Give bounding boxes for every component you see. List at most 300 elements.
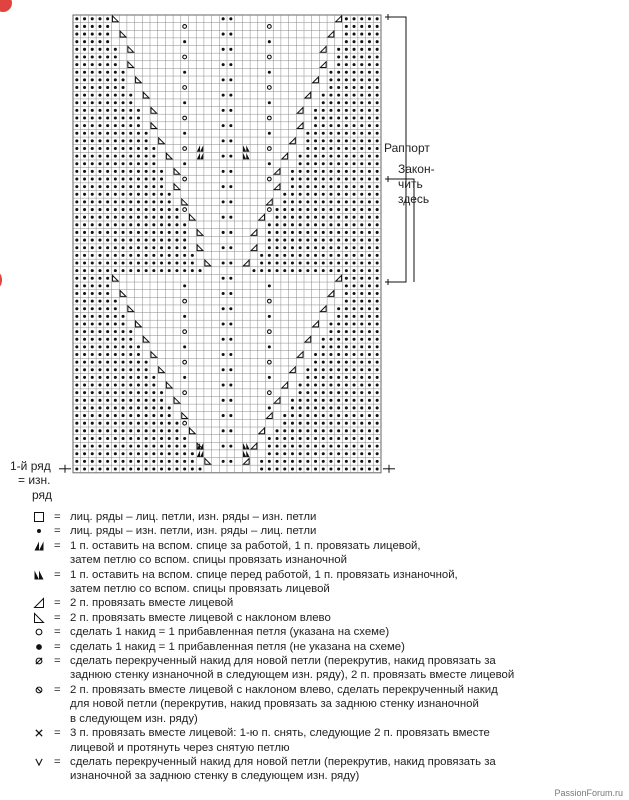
dot-symbol xyxy=(98,345,101,348)
dot-symbol xyxy=(291,467,294,470)
dot-symbol xyxy=(306,368,309,371)
legend-text-continuation: изнаночной за заднюю стенку в следующем изн. ряду) xyxy=(70,770,360,783)
dot-symbol xyxy=(91,246,94,249)
dot-symbol xyxy=(322,422,325,425)
dot-symbol xyxy=(368,292,371,295)
dot-symbol xyxy=(114,86,117,89)
dot-symbol xyxy=(129,452,132,455)
dot-symbol xyxy=(337,338,340,341)
dot-symbol xyxy=(75,178,78,181)
dot-symbol xyxy=(329,71,332,74)
dot-symbol xyxy=(322,414,325,417)
dot-symbol xyxy=(122,384,125,387)
dot-symbol xyxy=(360,322,363,325)
dot-symbol xyxy=(152,445,155,448)
dot-symbol xyxy=(222,63,225,66)
dot-symbol xyxy=(75,292,78,295)
dot-symbol xyxy=(229,185,232,188)
dot-symbol xyxy=(360,361,363,364)
dot-symbol xyxy=(353,33,356,36)
dot-symbol xyxy=(360,277,363,280)
dot-symbol xyxy=(337,460,340,463)
dot-symbol xyxy=(353,239,356,242)
dot-symbol xyxy=(229,384,232,387)
dot-symbol xyxy=(168,406,171,409)
dot-symbol xyxy=(337,452,340,455)
dot-symbol xyxy=(314,368,317,371)
dot-symbol xyxy=(91,467,94,470)
dot-symbol xyxy=(314,124,317,127)
dot-symbol xyxy=(145,261,148,264)
dot-symbol xyxy=(283,437,286,440)
dot-symbol xyxy=(360,254,363,257)
dot-symbol xyxy=(152,261,155,264)
dot-symbol xyxy=(114,414,117,417)
dot-symbol xyxy=(368,391,371,394)
dot-symbol xyxy=(337,307,340,310)
dot-symbol xyxy=(75,300,78,303)
dot-symbol xyxy=(106,78,109,81)
dot-symbol xyxy=(106,246,109,249)
dot-symbol xyxy=(353,94,356,97)
dot-symbol xyxy=(306,422,309,425)
dot-symbol xyxy=(229,353,232,356)
dot-symbol xyxy=(268,445,271,448)
dot-symbol xyxy=(75,185,78,188)
dot-symbol xyxy=(353,315,356,318)
dot-symbol xyxy=(175,261,178,264)
dot-symbol xyxy=(360,231,363,234)
dot-symbol xyxy=(314,193,317,196)
dot-symbol xyxy=(229,124,232,127)
dot-symbol xyxy=(353,368,356,371)
dot-symbol xyxy=(199,269,202,272)
dot-symbol xyxy=(191,254,194,257)
dot-symbol xyxy=(360,368,363,371)
dot-symbol xyxy=(98,445,101,448)
dot-symbol xyxy=(129,437,132,440)
dot-symbol xyxy=(329,414,332,417)
dot-symbol xyxy=(337,193,340,196)
dot-symbol xyxy=(353,55,356,58)
dot-symbol xyxy=(314,437,317,440)
dot-symbol xyxy=(276,269,279,272)
dot-symbol xyxy=(160,452,163,455)
dot-symbol xyxy=(183,452,186,455)
dot-symbol xyxy=(75,109,78,112)
dot-symbol xyxy=(129,109,132,112)
dot-symbol xyxy=(353,277,356,280)
dot-symbol xyxy=(229,445,232,448)
dot-symbol xyxy=(98,200,101,203)
dot-symbol xyxy=(314,223,317,226)
dot-symbol xyxy=(376,155,379,158)
dot-symbol xyxy=(360,391,363,394)
dot-symbol xyxy=(83,223,86,226)
dot-symbol xyxy=(106,315,109,318)
dot-symbol xyxy=(368,25,371,28)
dot-symbol xyxy=(314,216,317,219)
dot-symbol xyxy=(299,414,302,417)
dot-symbol xyxy=(376,399,379,402)
legend-text: лиц. ряды – изн. петли, изн. ряды – лиц. петли xyxy=(70,525,317,538)
dot-symbol xyxy=(360,208,363,211)
dot-symbol xyxy=(91,300,94,303)
dot-symbol xyxy=(299,208,302,211)
dot-symbol xyxy=(376,460,379,463)
dot-symbol xyxy=(229,216,232,219)
dot-symbol xyxy=(106,277,109,280)
dot-symbol xyxy=(368,239,371,242)
dot-symbol xyxy=(152,147,155,150)
dot-symbol xyxy=(168,216,171,219)
dot-symbol xyxy=(229,414,232,417)
dot-symbol xyxy=(329,406,332,409)
dot-symbol xyxy=(368,17,371,20)
dot-symbol xyxy=(376,315,379,318)
dot-symbol xyxy=(152,254,155,257)
dot-symbol xyxy=(137,231,140,234)
dot-symbol xyxy=(91,40,94,43)
dot-symbol xyxy=(83,101,86,104)
dot-symbol xyxy=(360,300,363,303)
dot-symbol xyxy=(314,361,317,364)
dot-symbol xyxy=(75,25,78,28)
dot-symbol xyxy=(114,384,117,387)
dot-symbol xyxy=(314,391,317,394)
dot-symbol xyxy=(268,40,271,43)
twisted-yo-icon xyxy=(24,654,54,667)
dot-symbol xyxy=(353,78,356,81)
dot-symbol xyxy=(106,422,109,425)
dot-symbol xyxy=(345,467,348,470)
dot-symbol xyxy=(360,437,363,440)
dot-symbol xyxy=(260,254,263,257)
dot-symbol xyxy=(145,178,148,181)
dot-symbol xyxy=(345,445,348,448)
dot-symbol xyxy=(137,437,140,440)
dot-symbol xyxy=(91,55,94,58)
dot-symbol xyxy=(168,254,171,257)
dot-symbol xyxy=(91,17,94,20)
dot-symbol xyxy=(376,467,379,470)
dot-symbol xyxy=(175,422,178,425)
dot-symbol xyxy=(322,185,325,188)
dot-symbol xyxy=(91,437,94,440)
dot-symbol xyxy=(137,445,140,448)
dot-symbol xyxy=(106,353,109,356)
dot-symbol xyxy=(222,185,225,188)
dot-symbol xyxy=(345,338,348,341)
dot-symbol xyxy=(345,155,348,158)
dot-symbol xyxy=(337,94,340,97)
dot-symbol xyxy=(106,155,109,158)
dot-symbol xyxy=(314,422,317,425)
dot-symbol xyxy=(360,307,363,310)
dot-symbol xyxy=(83,429,86,432)
dot-symbol xyxy=(106,101,109,104)
dot-symbol xyxy=(137,452,140,455)
dot-symbol xyxy=(145,162,148,165)
dot-symbol xyxy=(353,384,356,387)
dot-symbol xyxy=(114,132,117,135)
dot-symbol xyxy=(129,178,132,181)
dot-symbol xyxy=(337,155,340,158)
dot-symbol xyxy=(345,109,348,112)
dot-symbol xyxy=(314,155,317,158)
dot-symbol xyxy=(314,178,317,181)
dot-symbol xyxy=(91,94,94,97)
dot-symbol xyxy=(329,361,332,364)
dot-symbol xyxy=(145,361,148,364)
dot-symbol xyxy=(291,185,294,188)
dot-symbol xyxy=(229,307,232,310)
dot-symbol xyxy=(152,246,155,249)
legend-text-continuation: заднюю стенку изнаночной в следующем изн. ряду), 2 п. провязать вместе лицевой xyxy=(70,669,515,682)
dot-symbol xyxy=(376,185,379,188)
dot-symbol xyxy=(229,368,232,371)
dot-symbol xyxy=(106,200,109,203)
dot-symbol xyxy=(345,361,348,364)
dot-symbol xyxy=(191,261,194,264)
dot-symbol xyxy=(306,261,309,264)
dot-symbol xyxy=(91,223,94,226)
dot-symbol xyxy=(322,162,325,165)
dot-symbol xyxy=(222,246,225,249)
dot-symbol xyxy=(299,246,302,249)
dot-symbol xyxy=(283,429,286,432)
dot-symbol xyxy=(283,223,286,226)
dot-symbol xyxy=(368,460,371,463)
dot-symbol xyxy=(345,315,348,318)
dot-symbol xyxy=(337,414,340,417)
dot-symbol xyxy=(329,132,332,135)
dot-symbol xyxy=(337,86,340,89)
legend-equals: = xyxy=(54,568,61,581)
dot-symbol xyxy=(306,452,309,455)
dot-symbol xyxy=(376,300,379,303)
dot-symbol xyxy=(114,399,117,402)
dot-symbol xyxy=(83,246,86,249)
dot-symbol xyxy=(337,376,340,379)
dot-symbol xyxy=(291,437,294,440)
dot-symbol xyxy=(360,55,363,58)
dot-symbol xyxy=(368,178,371,181)
dot-symbol xyxy=(368,384,371,387)
dot-symbol xyxy=(183,460,186,463)
dot-symbol xyxy=(114,315,117,318)
dot-symbol xyxy=(222,216,225,219)
dot-symbol xyxy=(106,338,109,341)
dot-symbol xyxy=(122,71,125,74)
dot-symbol xyxy=(91,361,94,364)
dot-symbol xyxy=(276,445,279,448)
dot-symbol xyxy=(322,452,325,455)
dot-symbol xyxy=(306,399,309,402)
dot-symbol xyxy=(360,269,363,272)
dot-symbol xyxy=(98,429,101,432)
dot-symbol xyxy=(329,200,332,203)
dot-symbol xyxy=(160,208,163,211)
dot-symbol xyxy=(129,139,132,142)
dot-symbol xyxy=(345,353,348,356)
dot-symbol xyxy=(345,124,348,127)
dot-symbol xyxy=(98,25,101,28)
dot-symbol xyxy=(376,254,379,257)
dot-symbol xyxy=(306,406,309,409)
dot-symbol xyxy=(283,193,286,196)
dot-symbol xyxy=(122,200,125,203)
dot-symbol xyxy=(368,445,371,448)
dot-symbol xyxy=(345,399,348,402)
dot-symbol xyxy=(122,162,125,165)
dot-symbol xyxy=(353,254,356,257)
dot-symbol xyxy=(345,193,348,196)
yarn-over-icon xyxy=(24,625,54,638)
dot-symbol xyxy=(368,40,371,43)
dot-symbol xyxy=(229,17,232,20)
dot-symbol xyxy=(75,277,78,280)
dot-symbol xyxy=(122,467,125,470)
dot-symbol xyxy=(145,246,148,249)
dot-symbol xyxy=(175,246,178,249)
dot-symbol xyxy=(322,353,325,356)
dot-symbol xyxy=(98,101,101,104)
dot-symbol xyxy=(329,246,332,249)
dot-symbol xyxy=(291,239,294,242)
dot-symbol xyxy=(322,208,325,211)
dot-symbol xyxy=(91,315,94,318)
dot-symbol xyxy=(91,445,94,448)
dot-symbol xyxy=(129,231,132,234)
dot-symbol xyxy=(114,391,117,394)
dot-symbol xyxy=(329,170,332,173)
dot-symbol xyxy=(368,101,371,104)
dot-symbol xyxy=(152,376,155,379)
dot-symbol xyxy=(137,422,140,425)
dot-symbol xyxy=(368,254,371,257)
dot-symbol xyxy=(368,284,371,287)
row1-label-1: 1-й ряд xyxy=(10,459,51,473)
dot-symbol xyxy=(114,269,117,272)
dot-symbol xyxy=(306,162,309,165)
dot-symbol xyxy=(353,322,356,325)
dot-symbol xyxy=(353,330,356,333)
dot-symbol xyxy=(137,109,140,112)
dot-symbol xyxy=(291,223,294,226)
dot-symbol xyxy=(98,467,101,470)
dot-symbol xyxy=(83,17,86,20)
dot-symbol xyxy=(114,345,117,348)
dot-symbol xyxy=(260,261,263,264)
dot-symbol xyxy=(376,147,379,150)
dot-symbol xyxy=(345,414,348,417)
dot-symbol xyxy=(353,406,356,409)
dot-symbol xyxy=(345,33,348,36)
dot-symbol xyxy=(322,124,325,127)
legend-text: лиц. ряды – лиц. петли, изн. ряды – изн. петли xyxy=(70,511,317,523)
dot-symbol xyxy=(114,78,117,81)
dot-symbol xyxy=(322,460,325,463)
dot-symbol xyxy=(114,261,117,264)
legend-text: сделать 1 накид = 1 прибавленная петля (указана на схеме) xyxy=(70,626,390,639)
dot-symbol xyxy=(368,429,371,432)
dot-symbol xyxy=(229,399,232,402)
dot-symbol xyxy=(306,269,309,272)
dot-symbol xyxy=(106,384,109,387)
dot-symbol xyxy=(360,445,363,448)
dot-symbol xyxy=(314,353,317,356)
cable-right-icon xyxy=(24,539,54,552)
dot-symbol xyxy=(75,94,78,97)
legend-text: сделать 1 накид = 1 прибавленная петля (не указана на схеме) xyxy=(70,640,405,653)
dot-symbol xyxy=(360,452,363,455)
dot-symbol xyxy=(306,132,309,135)
dot-symbol xyxy=(376,101,379,104)
dot-symbol xyxy=(376,391,379,394)
dot-symbol xyxy=(222,460,225,463)
dot-symbol xyxy=(353,246,356,249)
dot-symbol xyxy=(91,71,94,74)
dot-symbol xyxy=(291,231,294,234)
dot-symbol xyxy=(152,216,155,219)
dot-symbol xyxy=(91,406,94,409)
dot-symbol xyxy=(376,200,379,203)
dot-symbol xyxy=(329,216,332,219)
dot-symbol xyxy=(160,193,163,196)
x-icon xyxy=(24,726,54,739)
dot-symbol xyxy=(360,17,363,20)
dot-symbol xyxy=(83,132,86,135)
dot-symbol xyxy=(168,460,171,463)
dot-symbol xyxy=(376,445,379,448)
dot-symbol xyxy=(114,200,117,203)
dot-symbol xyxy=(129,170,132,173)
dot-symbol xyxy=(345,277,348,280)
dot-symbol xyxy=(175,467,178,470)
dot-symbol xyxy=(299,261,302,264)
dot-symbol xyxy=(145,384,148,387)
dot-symbol xyxy=(129,353,132,356)
dot-symbol xyxy=(345,116,348,119)
dot-symbol xyxy=(376,246,379,249)
dot-symbol xyxy=(75,170,78,173)
dot-symbol xyxy=(129,368,132,371)
dot-symbol xyxy=(160,445,163,448)
dot-symbol xyxy=(368,467,371,470)
dot-symbol xyxy=(83,460,86,463)
dot-symbol xyxy=(222,17,225,20)
dot-symbol xyxy=(106,40,109,43)
dot-symbol xyxy=(145,460,148,463)
dot-symbol xyxy=(145,216,148,219)
dot-symbol xyxy=(83,78,86,81)
dot-symbol xyxy=(314,261,317,264)
dot-symbol xyxy=(314,452,317,455)
dot-symbol xyxy=(291,246,294,249)
dot-symbol xyxy=(106,33,109,36)
dot-symbol xyxy=(183,40,186,43)
dot-symbol xyxy=(145,406,148,409)
legend-item xyxy=(24,654,624,668)
dot-symbol xyxy=(75,460,78,463)
dot-symbol xyxy=(222,353,225,356)
dot-symbol xyxy=(83,48,86,51)
dot-symbol xyxy=(314,467,317,470)
dot-symbol xyxy=(122,406,125,409)
dot-symbol xyxy=(122,78,125,81)
dot-symbol xyxy=(106,223,109,226)
